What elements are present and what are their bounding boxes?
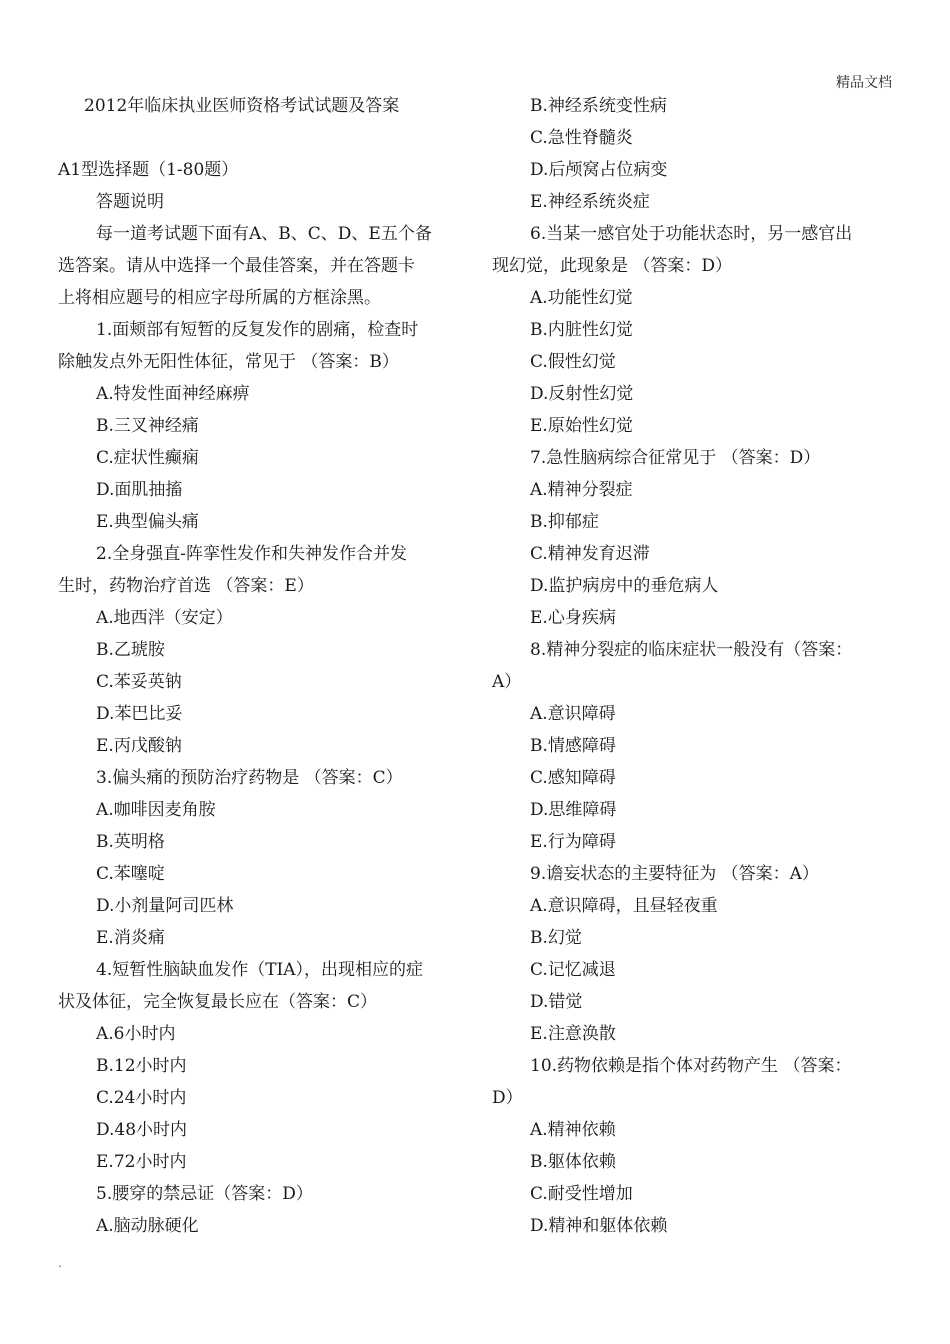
answer-option: E.行为障碍 <box>530 832 616 852</box>
answer-option: B.躯体依赖 <box>530 1152 616 1172</box>
answer-option: E.注意涣散 <box>530 1024 616 1044</box>
answer-option: C.感知障碍 <box>530 768 616 788</box>
answer-option: C.假性幻觉 <box>530 352 616 372</box>
question-stem: 4.短暂性脑缺血发作（TIA），出现相应的症 <box>96 960 424 980</box>
answer-option: A.精神分裂症 <box>530 480 633 500</box>
question-stem: 1.面颊部有短暂的反复发作的剧痛，检查时 <box>96 320 419 340</box>
answer-option: B.内脏性幻觉 <box>530 320 633 340</box>
question-stem: 9.谵妄状态的主要特征为 （答案：A） <box>530 864 819 884</box>
answer-option: B.幻觉 <box>530 928 582 948</box>
footer-mark: . <box>58 1256 62 1270</box>
header-note: 精品文档 <box>836 75 892 91</box>
answer-option: E.原始性幻觉 <box>530 416 633 436</box>
question-stem: 6.当某一感官处于功能状态时，另一感官出 <box>530 224 853 244</box>
question-stem: 8.精神分裂症的临床症状一般没有（答案： <box>530 640 853 660</box>
instructions-label: 答题说明 <box>96 192 164 212</box>
answer-option: D.反射性幻觉 <box>530 384 634 404</box>
answer-option: D.面肌抽搐 <box>96 480 183 500</box>
answer-option: E.心身疾病 <box>530 608 616 628</box>
answer-option: B.英明格 <box>96 832 165 852</box>
answer-option: D.错觉 <box>530 992 583 1012</box>
question-stem: D） <box>492 1088 523 1108</box>
answer-option: C.24小时内 <box>96 1088 187 1108</box>
instructions-text: 每一道考试题下面有A、B、C、D、E五个备 <box>96 224 432 244</box>
answer-option: B.情感障碍 <box>530 736 616 756</box>
answer-option: A.功能性幻觉 <box>530 288 633 308</box>
answer-option: D.后颅窝占位病变 <box>530 160 668 180</box>
answer-option: A.意识障碍 <box>530 704 616 724</box>
question-stem: 7.急性脑病综合征常见于 （答案：D） <box>530 448 821 468</box>
answer-option: A.脑动脉硬化 <box>96 1216 199 1236</box>
answer-option: B.乙琥胺 <box>96 640 165 660</box>
answer-option: C.精神发育迟滞 <box>530 544 650 564</box>
question-stem: A） <box>492 672 522 692</box>
answer-option: C.记忆减退 <box>530 960 616 980</box>
answer-option: B.三叉神经痛 <box>96 416 199 436</box>
question-stem: 现幻觉，此现象是 （答案：D） <box>492 256 733 276</box>
answer-option: A.精神依赖 <box>530 1120 616 1140</box>
answer-option: D.精神和躯体依赖 <box>530 1216 668 1236</box>
answer-option: D.思维障碍 <box>530 800 617 820</box>
answer-option: C.苯妥英钠 <box>96 672 182 692</box>
question-stem: 2.全身强直-阵挛性发作和失神发作合并发 <box>96 544 407 564</box>
answer-option: D.小剂量阿司匹林 <box>96 896 234 916</box>
answer-option: D.苯巴比妥 <box>96 704 183 724</box>
answer-option: C.耐受性增加 <box>530 1184 633 1204</box>
answer-option: E.丙戊酸钠 <box>96 736 182 756</box>
answer-option: A.意识障碍，且昼轻夜重 <box>530 896 718 916</box>
question-stem: 除触发点外无阳性体征，常见于 （答案：B） <box>58 352 399 372</box>
question-stem: 10.药物依赖是指个体对药物产生 （答案： <box>530 1056 852 1076</box>
document-title: 2012年临床执业医师资格考试试题及答案 <box>84 96 400 116</box>
answer-option: E.典型偏头痛 <box>96 512 199 532</box>
answer-option: B.神经系统变性病 <box>530 96 667 116</box>
answer-option: D.48小时内 <box>96 1120 188 1140</box>
answer-option: A.地西泮（安定） <box>96 608 233 628</box>
instructions-text: 上将相应题号的相应字母所属的方框涂黑。 <box>58 288 381 308</box>
answer-option: C.症状性癫痫 <box>96 448 199 468</box>
answer-option: A.特发性面神经麻痹 <box>96 384 250 404</box>
answer-option: E.神经系统炎症 <box>530 192 650 212</box>
answer-option: B.12小时内 <box>96 1056 187 1076</box>
right-column <box>492 90 892 1242</box>
section-heading: A1型选择题（1-80题） <box>58 160 239 180</box>
answer-option: C.苯噻啶 <box>96 864 165 884</box>
answer-option: A.6小时内 <box>96 1024 176 1044</box>
answer-option: B.抑郁症 <box>530 512 599 532</box>
question-stem: 生时，药物治疗首选 （答案：E） <box>58 576 314 596</box>
answer-option: E.消炎痛 <box>96 928 165 948</box>
answer-option: C.急性脊髓炎 <box>530 128 633 148</box>
instructions-text: 选答案。请从中选择一个最佳答案，并在答题卡 <box>58 256 415 276</box>
question-stem: 5.腰穿的禁忌证（答案：D） <box>96 1184 313 1204</box>
answer-option: A.咖啡因麦角胺 <box>96 800 216 820</box>
question-stem: 3.偏头痛的预防治疗药物是 （答案：C） <box>96 768 403 788</box>
answer-option: E.72小时内 <box>96 1152 187 1172</box>
question-stem: 状及体征，完全恢复最长应在（答案：C） <box>58 992 378 1012</box>
left-column <box>58 90 466 1242</box>
answer-option: D.监护病房中的垂危病人 <box>530 576 719 596</box>
